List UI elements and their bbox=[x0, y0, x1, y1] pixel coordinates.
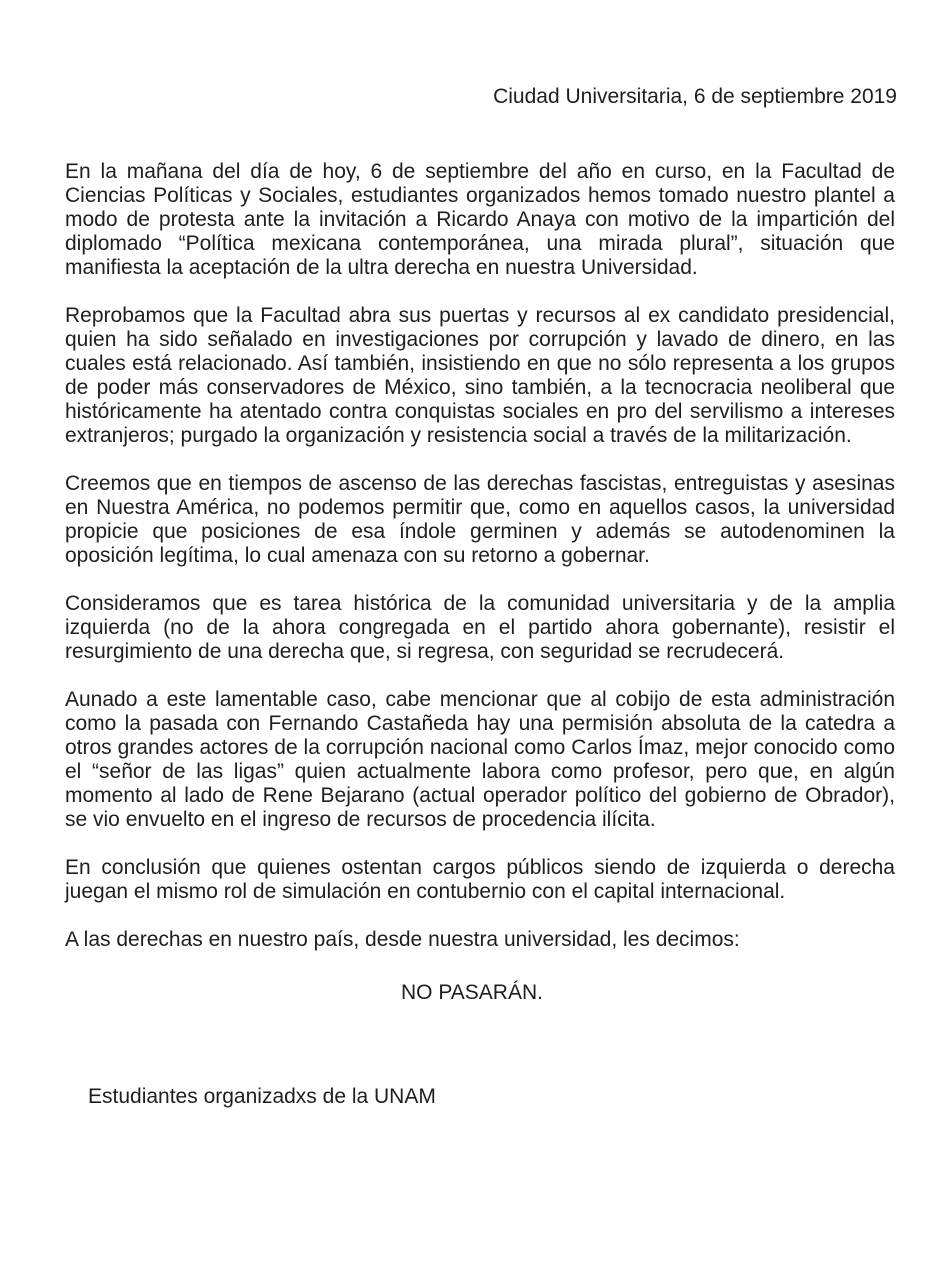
paragraph-4: Consideramos que es tarea histórica de la comunidad universitaria y de la amplia izquierda (no de la ahora congregada en el partido ahora gobernante), resistir el resurgimiento de una derecha que, si regresa, con seguridad se recrudecerá. bbox=[65, 592, 895, 663]
letter-body bbox=[65, 160, 895, 952]
dateline: Ciudad Universitaria, 6 de septiembre 2019 bbox=[493, 85, 897, 108]
slogan-no-pasaran: NO PASARÁN. bbox=[401, 981, 543, 1004]
paragraph-5: Aunado a este lamentable caso, cabe mencionar que al cobijo de esta administración como la pasada con Fernando Castañeda hay una permisión absoluta de la catedra a otros grandes actores de la corrupción nacional como Carlos Ímaz, mejor conocido como el “señor de las ligas” quien actualmente labora como profesor, pero que, en algún momento al lado de Rene Bejarano (actual operador político del gobierno de Obrador), se vio envuelto en el ingreso de recursos de procedencia ilícita. bbox=[65, 688, 895, 831]
paragraph-1: En la mañana del día de hoy, 6 de septiembre del año en curso, en la Facultad de Ciencias Políticas y Sociales, estudiantes organizados hemos tomado nuestro plantel a modo de protesta ante la invitación a Ricardo Anaya con motivo de la impartición del diplomado “Política mexicana contemporánea, una mirada plural”, situación que manifiesta la aceptación de la ultra derecha en nuestra Universidad. bbox=[65, 160, 895, 279]
paragraph-2: Reprobamos que la Facultad abra sus puertas y recursos al ex candidato presidencial, quien ha sido señalado en investigaciones por corrupción y lavado de dinero, en las cuales está relacionado. Así también, insistiendo en que no sólo representa a los grupos de poder más conservadores de México, sino también, a la tecnocracia neoliberal que históricamente ha atentado contra conquistas sociales en pro del servilismo a intereses extranjeros; purgado la organización y resistencia social a través de la militarización. bbox=[65, 304, 895, 447]
paragraph-7-closing-address: A las derechas en nuestro país, desde nuestra universidad, les decimos: bbox=[65, 928, 740, 951]
signature-line: Estudiantes organizadxs de la UNAM bbox=[88, 1085, 436, 1108]
paragraph-6: En conclusión que quienes ostentan cargos públicos siendo de izquierda o derecha juegan el mismo rol de simulación en contubernio con el capital internacional. bbox=[65, 856, 895, 903]
paragraph-3: Creemos que en tiempos de ascenso de las derechas fascistas, entreguistas y asesinas en Nuestra América, no podemos permitir que, como en aquellos casos, la universidad propicie que posiciones de esa índole germinen y además se autodenominen la oposición legítima, lo cual amenaza con su retorno a gobernar. bbox=[65, 472, 895, 567]
